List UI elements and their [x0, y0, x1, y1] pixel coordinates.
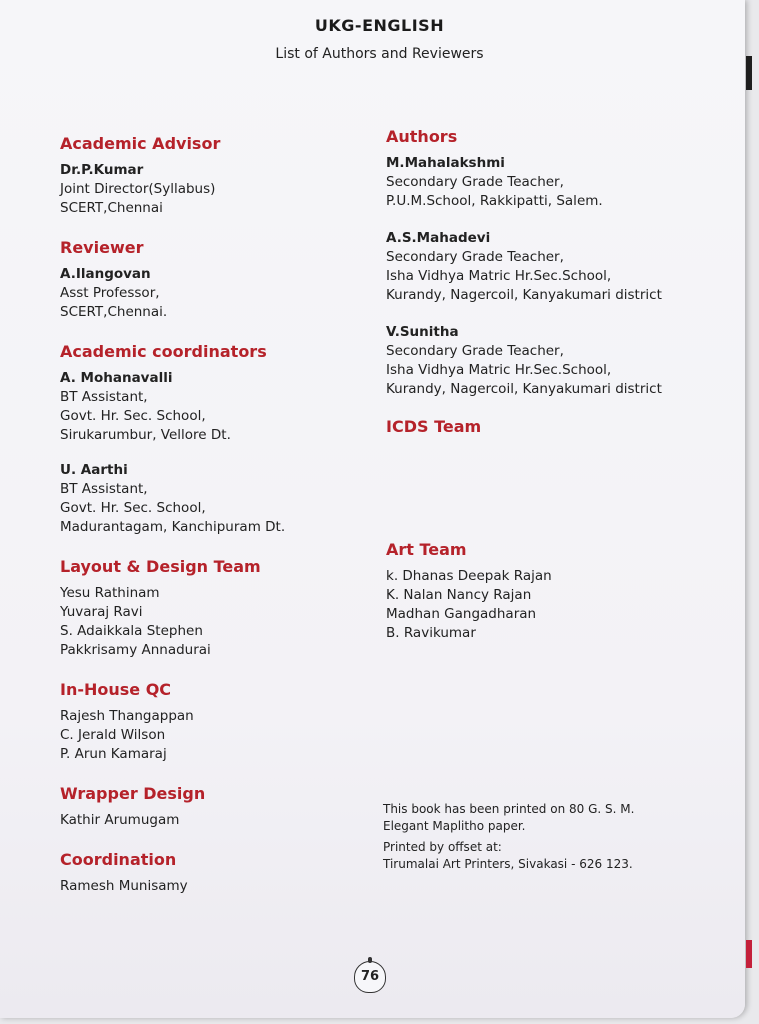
person-detail: Secondary Grade Teacher,: [386, 343, 564, 359]
team-member: Rajesh Thangappan: [60, 708, 194, 724]
right-column: [386, 127, 726, 663]
printing-note-line: Tirumalai Art Printers, Sivakasi - 626 123.: [383, 857, 633, 871]
printing-note: [383, 801, 713, 873]
section-in-house-qc: [60, 680, 380, 764]
printing-note-line: Printed by offset at:: [383, 840, 502, 854]
team-member: Yesu Rathinam: [60, 585, 160, 601]
person-detail: Asst Professor,: [60, 285, 160, 301]
person-name: A. Mohanavalli: [60, 370, 173, 386]
section-layout-design-team: [60, 557, 380, 660]
person-detail: Isha Vidhya Matric Hr.Sec.School,: [386, 362, 612, 378]
person-entry: [386, 154, 726, 211]
person-detail: Sirukarumbur, Vellore Dt.: [60, 427, 231, 443]
team-member: k. Dhanas Deepak Rajan: [386, 568, 552, 584]
section-heading: Art Team: [386, 540, 467, 559]
section-art-team: [386, 540, 726, 643]
section-heading: Academic Advisor: [60, 134, 221, 153]
person-entry: [60, 161, 380, 218]
page-subtitle: List of Authors and Reviewers: [275, 46, 484, 62]
section-reviewer: [60, 238, 380, 322]
section-academic-advisor: [60, 134, 380, 218]
section-heading: Reviewer: [60, 238, 144, 257]
section-heading: Academic coordinators: [60, 342, 267, 361]
person-detail: Kurandy, Nagercoil, Kanyakumari district: [386, 287, 662, 303]
team-member: S. Adaikkala Stephen: [60, 623, 203, 639]
printing-note-line: This book has been printed on 80 G. S. M.: [383, 802, 635, 816]
team-member: C. Jerald Wilson: [60, 727, 166, 743]
edge-tab-marker: [746, 56, 752, 90]
section-heading: Layout & Design Team: [60, 557, 261, 576]
team-member: B. Ravikumar: [386, 625, 476, 641]
printing-note-line: Elegant Maplitho paper.: [383, 819, 526, 833]
person-detail: SCERT,Chennai: [60, 200, 163, 216]
section-icds-team: [386, 417, 726, 436]
person-name: Dr.P.Kumar: [60, 162, 144, 178]
team-member: Pakkrisamy Annadurai: [60, 642, 211, 658]
person-entry: [60, 265, 380, 322]
person-entry: [386, 229, 726, 305]
page-number: 76: [354, 961, 386, 993]
section-heading: Authors: [386, 127, 458, 146]
person-detail: P.U.M.School, Rakkipatti, Salem.: [386, 193, 603, 209]
section-heading: Wrapper Design: [60, 784, 206, 803]
person-detail: Isha Vidhya Matric Hr.Sec.School,: [386, 268, 612, 284]
team-member: Madhan Gangadharan: [386, 606, 537, 622]
person-detail: Kurandy, Nagercoil, Kanyakumari district: [386, 381, 662, 397]
person-detail: Govt. Hr. Sec. School,: [60, 408, 206, 424]
person-detail: Joint Director(Syllabus): [60, 181, 216, 197]
person-detail: SCERT,Chennai.: [60, 304, 168, 320]
person-name: U. Aarthi: [60, 462, 128, 478]
section-authors: [386, 127, 726, 399]
person-detail: Govt. Hr. Sec. School,: [60, 500, 206, 516]
person-name: V.Sunitha: [386, 324, 459, 340]
section-heading: ICDS Team: [386, 417, 482, 436]
team-member: K. Nalan Nancy Rajan: [386, 587, 532, 603]
left-column: [60, 134, 380, 916]
team-member: Kathir Arumugam: [60, 812, 180, 828]
person-name: A.S.Mahadevi: [386, 230, 491, 246]
person-entry: [60, 369, 380, 445]
section-academic-coordinators: [60, 342, 380, 537]
person-detail: Secondary Grade Teacher,: [386, 174, 564, 190]
person-entry: [60, 461, 380, 537]
team-member: Ramesh Munisamy: [60, 878, 188, 894]
team-member: P. Arun Kamaraj: [60, 746, 167, 762]
person-name: A.Ilangovan: [60, 266, 151, 282]
person-entry: [386, 323, 726, 399]
person-detail: BT Assistant,: [60, 389, 148, 405]
person-detail: BT Assistant,: [60, 481, 148, 497]
section-wrapper-design: [60, 784, 380, 830]
person-detail: Secondary Grade Teacher,: [386, 249, 564, 265]
section-coordination: [60, 850, 380, 896]
section-heading: Coordination: [60, 850, 177, 869]
page-title: UKG-ENGLISH: [314, 16, 445, 35]
person-name: M.Mahalakshmi: [386, 155, 505, 171]
section-heading: In-House QC: [60, 680, 172, 699]
edge-tab-marker: [746, 940, 752, 968]
person-detail: Madurantagam, Kanchipuram Dt.: [60, 519, 286, 535]
team-member: Yuvaraj Ravi: [60, 604, 143, 620]
